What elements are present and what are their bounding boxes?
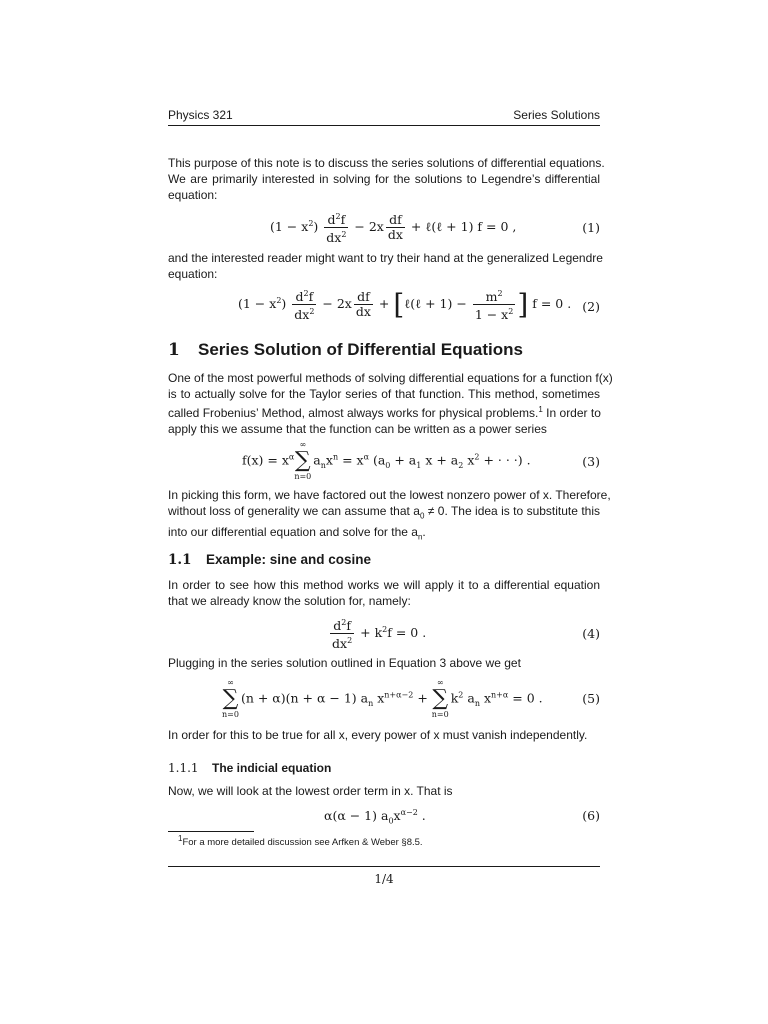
header-right: Series Solutions — [513, 108, 600, 122]
text-fragment: . — [422, 525, 426, 540]
equation-3 — [168, 440, 600, 480]
text-line: Now, we will look at the lowest order term in x. That is — [168, 784, 453, 798]
footnote-text: For a more detailed discussion see Arfken & Weber §8.5. — [182, 837, 423, 849]
equation-6-body: α(α − 1) $a_0x^{\alpha-2}$ . — [324, 808, 426, 826]
section-1-1-paragraph — [168, 577, 600, 609]
equation-2 — [168, 287, 600, 327]
footer-rule — [168, 866, 600, 867]
footnote-mark[interactable]: 1 — [538, 405, 543, 414]
text-line: In order for this to be true for all x, every power of x must vanish independently. — [168, 728, 588, 742]
equation-4-body: $\frac{d^2f}{dx^2}$ + $k^2f = 0$ . — [332, 618, 427, 652]
equation-6-number: (6) — [582, 808, 600, 823]
header-left: Physics 321 — [168, 108, 233, 122]
equation-1-body: $(1 - x^2)$ $\frac{d^2f}{dx^2}$ − 2x $\frac{df}{dx}$ + ℓ(ℓ + 1) f = 0 , — [270, 212, 517, 246]
equation-1-number: (1) — [582, 220, 600, 235]
paragraph-after-eq5 — [168, 727, 600, 743]
section-heading-1 — [168, 340, 600, 360]
section-title: The indicial equation — [212, 761, 332, 775]
text-fragment: without loss of generality we can assume that — [168, 504, 410, 518]
text-line — [168, 402, 600, 421]
text-line: is to actually solve for the Taylor series of that function. This method, sometimes — [168, 387, 600, 401]
text-fragment: . The idea is to substitute this — [444, 504, 600, 518]
text-line: This purpose of this note is to discuss the series solutions of differential equations. — [168, 156, 605, 170]
text-fragment: called Frobenius’ Method, almost always works for physical problems. — [168, 406, 539, 420]
equation-1 — [168, 210, 600, 246]
text-line: In order to see how this method works we will apply it to a differential equation — [168, 578, 600, 592]
section-number: 1.1 — [168, 552, 192, 568]
text-fragment: In order to — [546, 406, 601, 420]
text-line: In picking this form, we have factored out the lowest nonzero power of x. Therefore, — [168, 488, 611, 502]
equation-5-number: (5) — [582, 691, 600, 706]
equation-6 — [168, 808, 600, 828]
text-line: that we already know the solution for, namely: — [168, 594, 411, 608]
equation-3-number: (3) — [582, 454, 600, 469]
text-line: We are primarily interested in solving for the solutions to Legendre’s differential — [168, 172, 600, 186]
equation-4-number: (4) — [582, 626, 600, 641]
page-number: 1/4 — [374, 872, 394, 886]
text-line: and the interested reader might want to try their hand at the generalized Legendre — [168, 251, 603, 265]
text-line: equation: — [168, 188, 218, 202]
footnote — [178, 834, 423, 848]
section-heading-1-1 — [168, 552, 600, 568]
equation-2-body: $(1 - x^2)$ $\frac{d^2f}{dx^2}$ − 2x $\frac{df}{dx}$ + [ℓ(ℓ + 1) − $\frac{m^2}{1 - x^2}$ ] f = 0 . — [238, 288, 572, 323]
footnote-rule — [168, 831, 254, 832]
intro-paragraph — [168, 155, 605, 203]
section-number: 1.1.1 — [168, 761, 199, 775]
section-title: Series Solution of Differential Equations — [198, 340, 523, 359]
equation-5-body: ∞ ∑ n=0 (n + α)(n + α − 1) $a_n$ $x^{n+\alpha-2}$ + ∞ ∑ n=0 $k^2$ $a_n$ $x^{n+\alpha} = 0$ . — [222, 678, 543, 719]
text-line: equation: — [168, 267, 218, 281]
section-1-1-1-paragraph — [168, 783, 600, 799]
equation-5 — [168, 678, 600, 720]
text-line: without loss of generality we can assume that $a_0 \ne 0$. The idea is to substitute this — [168, 504, 600, 521]
text-line: apply this we assume that the function can be written as a power series — [168, 422, 547, 436]
section-1-paragraph — [168, 370, 613, 437]
equation-2-number: (2) — [582, 299, 600, 314]
paragraph-after-eq4 — [168, 655, 600, 671]
section-title: Example: sine and cosine — [206, 552, 372, 567]
paragraph-after-eq3 — [168, 487, 611, 546]
text-fragment: into our differential equation and solve for the — [168, 525, 408, 540]
paragraph-after-eq1 — [168, 250, 603, 282]
text-line: One of the most powerful methods of solving differential equations for a function f(x) — [168, 371, 613, 385]
equation-3-body: $f(x) = x^\alpha$ ∞ ∑ n=0 $a_nx^n = x^\alpha$ ($a_0 + a_1$ $x + a_2$ $x^2$ + · · ·) . — [242, 440, 531, 481]
text-line: Plugging in the series solution outlined in Equation 3 above we get — [168, 656, 521, 670]
equation-4 — [168, 616, 600, 650]
section-heading-1-1-1 — [168, 761, 600, 775]
text-line: into our differential equation and solve for the $a_n$. — [168, 525, 426, 542]
header-rule — [168, 125, 600, 126]
section-number: 1 — [168, 340, 180, 360]
footnote-number: 1 — [178, 834, 183, 843]
